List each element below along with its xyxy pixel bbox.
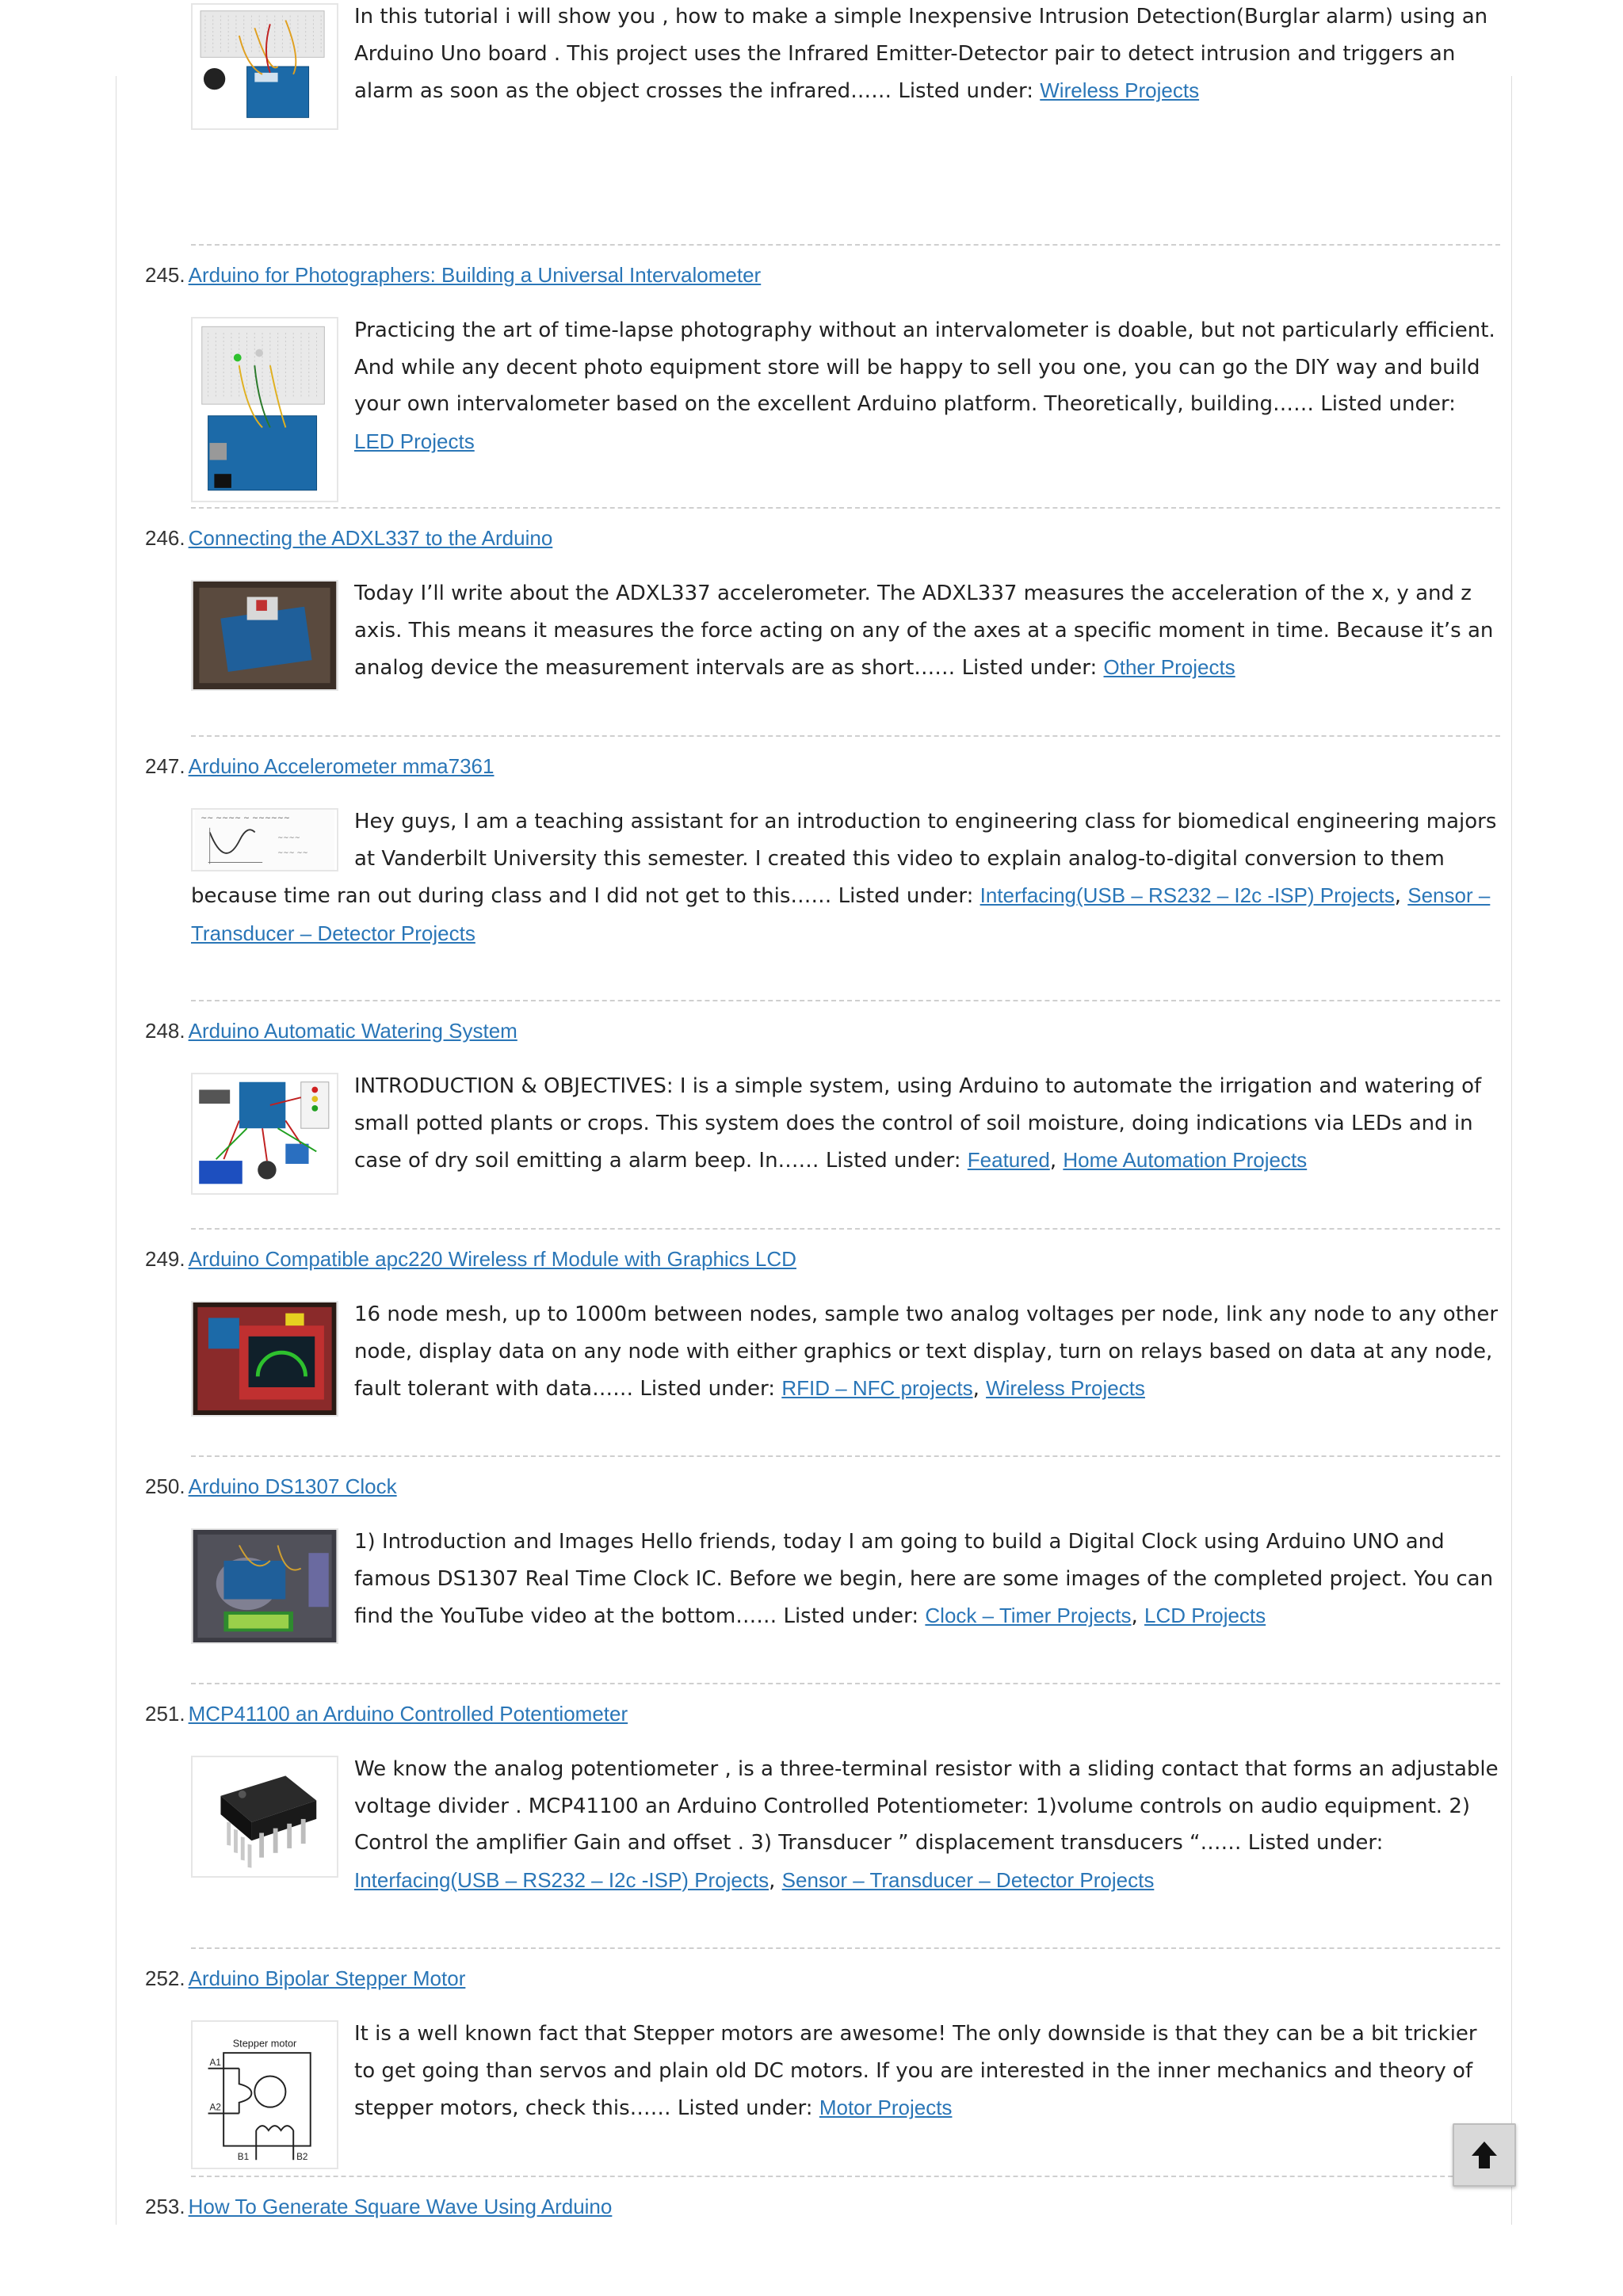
entry-number: 251.: [145, 1702, 185, 1726]
entry-number: 250.: [145, 1474, 185, 1498]
entry-divider: [191, 1000, 1500, 1001]
category-link[interactable]: Interfacing(USB – RS232 – I2c -ISP) Projects: [980, 883, 1395, 907]
entry-title-link[interactable]: Arduino for Photographers: Building a Universal Intervalometer: [188, 263, 762, 287]
entry-number: 253.: [145, 2195, 185, 2218]
entry-summary-text: Practicing the art of time-lapse photography without an intervalometer is doable, but not particularly efficient. And while any decent photo equipment store will be happy to sell you one, you can go the DIY way and build your own intervalometer based on the excellent Arduino platform. Theoretically, building…… Listed under:: [354, 318, 1495, 416]
entry-description: [191, 1751, 1499, 1899]
entry-number: 252.: [145, 1966, 185, 1990]
entry-title-link[interactable]: How To Generate Square Wave Using Arduino: [188, 2195, 613, 2218]
category-separator: ,: [1049, 1149, 1064, 1173]
category-link[interactable]: RFID – NFC projects: [781, 1376, 973, 1400]
entry-description: [191, 312, 1499, 502]
svg-text:~~ ~~~~ ~ ~~~~~~: ~~ ~~~~ ~ ~~~~~~: [200, 814, 290, 823]
thumbnail-spacer: [191, 575, 354, 691]
thumbnail-spacer: [191, 1751, 354, 1878]
entry-description: [191, 575, 1499, 691]
entry-description: [191, 803, 1499, 952]
entry-description: [191, 2016, 1499, 2169]
category-link[interactable]: Clock – Timer Projects: [925, 1604, 1132, 1627]
category-link[interactable]: Wireless Projects: [986, 1376, 1145, 1400]
entry-summary-text: Hey guys, I am a teaching assistant for an introduction to engineering class for biomedical engineering majors at Vanderbilt University this semester. I created this video to explain analog-to-digital conversion to them because time ran out during class and I did not get to this…… Listed under:: [191, 810, 1497, 908]
entry-heading: [145, 523, 552, 553]
entry-summary-text: 16 node mesh, up to 1000m between nodes, sample two analog voltages per node, link any node to any other node, display data on any node with either graphics or text display, turn on relays based on data at any node, fault tolerant with data…… Listed under:: [354, 1302, 1499, 1401]
svg-text:A2: A2: [209, 2102, 221, 2113]
thumbnail-spacer: [191, 2016, 354, 2169]
thumbnail-spacer: [191, 1068, 354, 1195]
entry-heading: [145, 1471, 397, 1501]
entry-number: 249.: [145, 1247, 185, 1271]
entry-description: [191, 0, 1499, 130]
entry-description: [191, 1524, 1499, 1644]
category-link[interactable]: LED Projects: [354, 429, 475, 453]
entry-title-link[interactable]: Arduino Compatible apc220 Wireless rf Module with Graphics LCD: [188, 1247, 796, 1271]
entry-summary-text: It is a well known fact that Stepper motors are awesome! The only downside is that they can be a bit trickier to get going than servos and plain old DC motors. If you are interested in the inner mechanics and theory of stepper motors, check this…… Listed under:: [354, 2022, 1477, 2120]
entry-title-link[interactable]: MCP41100 an Arduino Controlled Potentiometer: [188, 1702, 628, 1726]
entry-heading: [145, 1244, 796, 1274]
svg-text:~~~~: ~~~~: [277, 834, 300, 842]
svg-text:~~~ ~~: ~~~ ~~: [277, 849, 308, 857]
entry-title-link[interactable]: Arduino Automatic Watering System: [188, 1019, 517, 1043]
entry-divider: [191, 507, 1500, 509]
category-link[interactable]: Motor Projects: [819, 2096, 953, 2119]
arrow-up-icon: [1468, 2139, 1500, 2171]
entry-title-link[interactable]: Arduino Accelerometer mma7361: [188, 754, 495, 778]
entry-divider: [191, 735, 1500, 737]
entry-summary-text: We know the analog potentiometer , is a three-terminal resistor with a sliding contact that forms an adjustable voltage divider . MCP41100 an Arduino Controlled Potentiometer: 1)volume controls on audio equipment. 2) Control the amplifier Gain and offset . 3) Transducer ” displacement transducers “…… Listed under:: [354, 1757, 1499, 1855]
category-link[interactable]: Sensor – Transducer – Detector Projects: [191, 883, 1491, 945]
thumbnail-spacer: [191, 0, 354, 130]
entry-heading: [145, 1963, 465, 1993]
thumbnail-spacer: [191, 312, 354, 502]
entry-title-link[interactable]: Connecting the ADXL337 to the Arduino: [188, 526, 553, 550]
entry-title-link[interactable]: Arduino DS1307 Clock: [188, 1474, 397, 1498]
category-link[interactable]: Featured: [967, 1148, 1050, 1172]
entry-description: [191, 1068, 1499, 1195]
category-link[interactable]: Sensor – Transducer – Detector Projects: [781, 1867, 1155, 1892]
entry-title-link[interactable]: Arduino Bipolar Stepper Motor: [188, 1966, 466, 1990]
entry-number: 247.: [145, 754, 185, 778]
entry-heading: [145, 1699, 628, 1729]
svg-text:Stepper motor: Stepper motor: [232, 2037, 297, 2050]
category-separator: ,: [972, 1377, 987, 1401]
entry-summary-text: In this tutorial i will show you , how to make a simple Inexpensive Intrusion Detection(Burglar alarm) using an Arduino Uno board . This project uses the Infrared Emitter-Detector pair to detect intrusion and triggers an alarm as soon as the object crosses the infrared…… Listed under:: [354, 5, 1488, 103]
entry-divider: [191, 2176, 1500, 2177]
category-link[interactable]: LCD Projects: [1144, 1604, 1266, 1627]
entry-divider: [191, 244, 1500, 246]
svg-text:B2: B2: [296, 2152, 308, 2163]
entry-divider: [191, 1947, 1500, 1949]
entry-description: [191, 1296, 1499, 1417]
entry-heading: [145, 1016, 517, 1046]
thumbnail-spacer: [191, 1296, 354, 1417]
category-link[interactable]: Home Automation Projects: [1063, 1148, 1308, 1172]
entry-summary-text: INTRODUCTION & OBJECTIVES: I is a simple system, using Arduino to automate the irrigation and watering of small potted plants or crops. This system does the control of soil moisture, doing indications via LEDs and in case of dry soil emitting a alarm beep. In…… Listed under:: [354, 1074, 1482, 1173]
svg-text:B1: B1: [237, 2152, 250, 2163]
category-link[interactable]: Other Projects: [1103, 655, 1235, 679]
category-separator: ,: [1131, 1604, 1144, 1628]
entry-number: 248.: [145, 1019, 185, 1043]
thumbnail-spacer: [191, 803, 354, 871]
category-separator: ,: [1394, 884, 1408, 908]
entry-heading: [145, 260, 761, 290]
entry-heading: [145, 751, 494, 781]
scroll-to-top-button[interactable]: [1453, 2123, 1516, 2187]
category-separator: ,: [769, 1868, 782, 1893]
article-list-panel: [116, 5, 1512, 2225]
category-link[interactable]: Interfacing(USB – RS232 – I2c -ISP) Projects: [354, 1867, 769, 1892]
entry-divider: [191, 1683, 1500, 1684]
entry-divider: [191, 1455, 1500, 1457]
entry-heading: [145, 2191, 612, 2222]
entry-number: 245.: [145, 263, 185, 287]
entry-divider: [191, 1228, 1500, 1230]
entry-number: 246.: [145, 526, 185, 550]
entry-summary-text: Today I’ll write about the ADXL337 accelerometer. The ADXL337 measures the acceleration of the x, y and z axis. This means it measures the force acting on any of the axes at a specific moment in time. Because it’s an analog device the measurement intervals are as short…… Listed under:: [354, 582, 1494, 680]
category-link[interactable]: Wireless Projects: [1040, 78, 1200, 102]
svg-text:A1: A1: [209, 2057, 221, 2068]
thumbnail-spacer: [191, 1524, 354, 1644]
entry-summary-text: 1) Introduction and Images Hello friends, today I am going to build a Digital Clock using Arduino UNO and famous DS1307 Real Time Clock IC. Before we begin, here are some images of the completed project. You can find the YouTube video at the bottom…… Listed under:: [354, 1530, 1494, 1628]
